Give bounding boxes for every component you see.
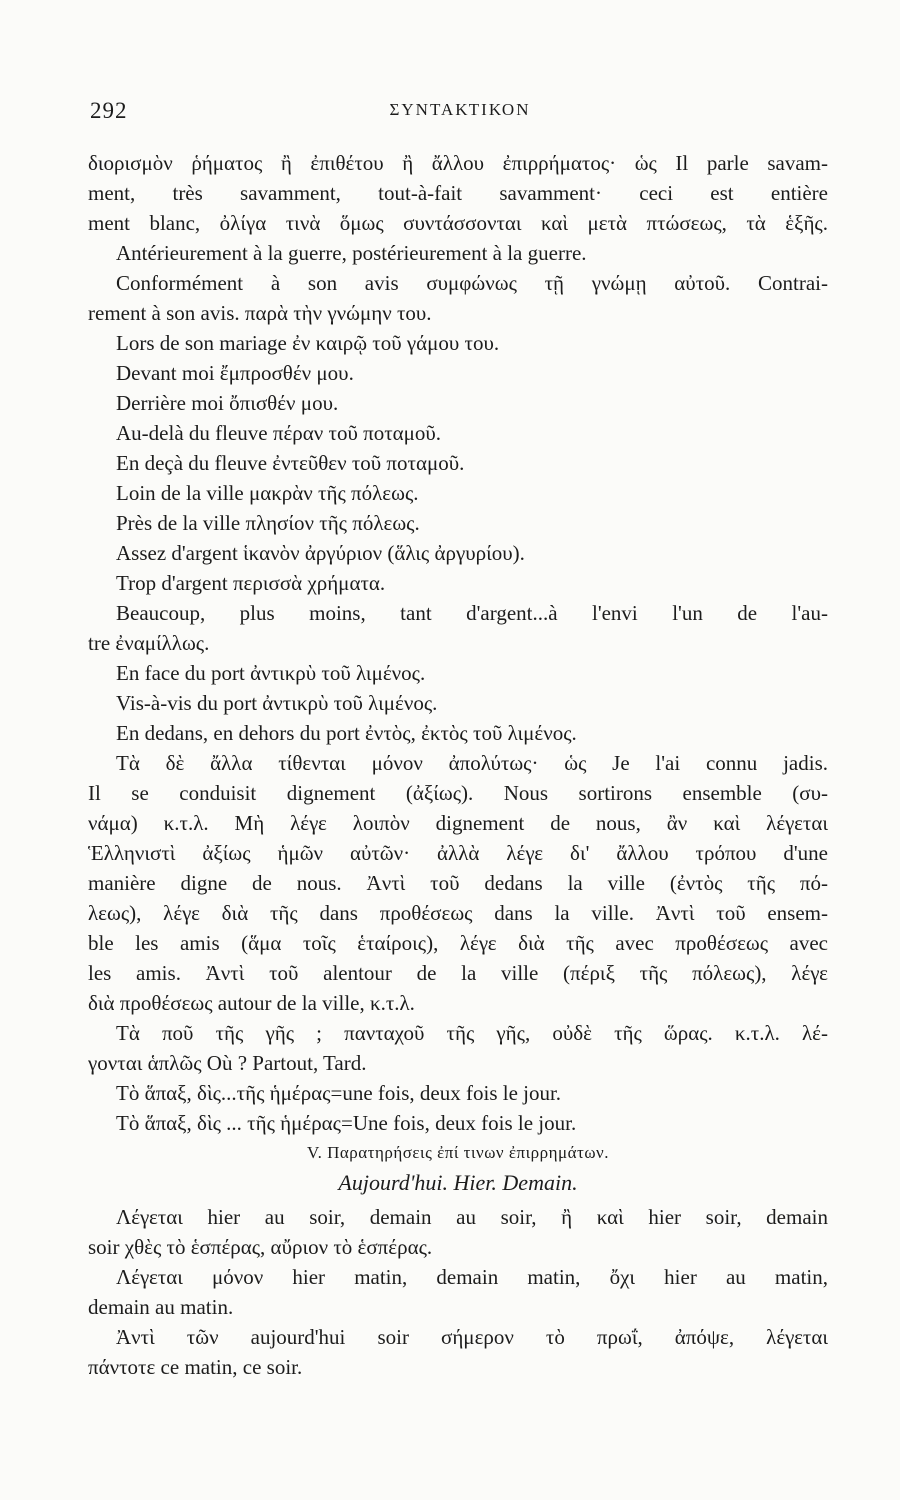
text-line: tre ἐναμίλλως. [88,631,210,655]
text-line: En face du port ἀντικρὺ τοῦ λιμένος. [116,661,426,685]
section-heading: V. Παρατηρήσεις ἐπί τινων ἐπιρρημάτων. [306,1143,609,1162]
subsection-heading: Aujourd'hui. Hier. Demain. [338,1170,578,1195]
text-line: γονται ἁπλῶς Où ? Partout, Tard. [88,1051,367,1075]
text-line: νάμα) κ.τ.λ. Μὴ λέγε λοιπὸν dignement de nous, ἂν καὶ λέγεται [88,811,828,835]
text-line: Beaucoup, plus moins, tant d'argent...à l'envi l'un de l'au- [116,601,828,625]
text-line: Derrière moi ὄπισθέν μου. [116,391,339,415]
text-line: πάντοτε ce matin, ce soir. [88,1355,303,1379]
text-line: rement à son avis. παρὰ τὴν γνώμην του. [88,301,432,325]
text-line: Τὰ δὲ ἄλλα τίθενται μόνον ἀπολύτως· ὡς Je l'ai connu jadis. [116,751,828,775]
text-line: demain au matin. [88,1295,234,1319]
text-line: λεως), λέγε διὰ τῆς dans προθέσεως dans la ville. Ἀντὶ τοῦ ensem- [88,901,828,925]
text-line: En deçà du fleuve ἐντεῦθεν τοῦ ποταμοῦ. [116,451,465,475]
body-text [88,148,828,1382]
text-line: Antérieurement à la guerre, postérieurement à la guerre. [116,241,587,265]
text-line: manière digne de nous. Ἀντὶ τοῦ dedans la ville (ἐντὸς τῆς πό- [88,871,828,895]
page-number: 292 [90,98,128,123]
text-line: Assez d'argent ἱκανὸν ἀργύριον (ἅλις ἀργυρίου). [116,541,525,565]
text-line: Il se conduisit dignement (ἀξίως). Nous sortirons ensemble (συ- [88,781,828,805]
text-line: Λέγεται hier au soir, demain au soir, ἢ καὶ hier soir, demain [116,1205,828,1229]
text-line: Conformément à son avis συμφώνως τῇ γνώμῃ αὐτοῦ. Contrai- [116,271,828,295]
text-line: Lors de son mariage ἐν καιρῷ τοῦ γάμου του. [116,331,500,355]
running-head: ΣΥΝΤΑΚΤΙΚΟΝ [389,100,531,119]
text-line: Τὸ ἅπαξ, δὶς...τῆς ἡμέρας=une fois, deux fois le jour. [116,1081,562,1105]
text-line: Τὸ ἅπαξ, δὶς ... τῆς ἡμέρας=Une fois, deux fois le jour. [116,1111,577,1135]
text-line: Τὰ ποῦ τῆς γῆς ; πανταχοῦ τῆς γῆς, οὐδὲ τῆς ὥρας. κ.τ.λ. λέ- [116,1021,828,1045]
text-line: ble les amis (ἅμα τοῖς ἑταίροις), λέγε διὰ τῆς avec προθέσεως avec [88,931,828,955]
text-line: διορισμὸν ῥήματος ἢ ἐπιθέτου ἢ ἄλλου ἐπιρρήματος· ὡς Il parle savam- [88,151,828,175]
text-line: En dedans, en dehors du port ἐντὸς, ἐκτὸς τοῦ λιμένος. [116,721,577,745]
text-line: Loin de la ville μακρὰν τῆς πόλεως. [116,481,419,505]
text-line: Ἑλληνιστὶ ἀξίως ἡμῶν αὐτῶν· ἀλλὰ λέγε δι' ἄλλου τρόπου d'une [88,841,828,865]
text-line: ment, très savamment, tout-à-fait savamment· ceci est entière [88,181,828,205]
text-line: ment blanc, ὀλίγα τινὰ ὅμως συντάσσονται καὶ μετὰ πτώσεως, τὰ ἑξῆς. [88,211,828,235]
text-line: Vis-à-vis du port ἀντικρὺ τοῦ λιμένος. [116,691,438,715]
text-line: Trop d'argent περισσὰ χρήματα. [116,571,386,595]
text-line: Au-delà du fleuve πέραν τοῦ ποταμοῦ. [116,421,442,445]
text-line: les amis. Ἀντὶ τοῦ alentour de la ville (πέριξ τῆς πόλεως), λέγε [88,961,828,985]
text-line: διὰ προθέσεως autour de la ville, κ.τ.λ. [88,991,415,1015]
text-line: Λέγεται μόνον hier matin, demain matin, ὄχι hier au matin, [116,1265,828,1289]
text-line: Devant moi ἔμπροσθέν μου. [116,361,354,385]
text-line: Près de la ville πλησίον τῆς πόλεως. [116,511,420,535]
text-line: soir χθὲς τὸ ἑσπέρας, αὔριον τὸ ἑσπέρας. [88,1235,433,1259]
text-line: Ἀντὶ τῶν aujourd'hui soir σήμερον τὸ πρωΐ, ἀπόψε, λέγεται [116,1325,828,1349]
